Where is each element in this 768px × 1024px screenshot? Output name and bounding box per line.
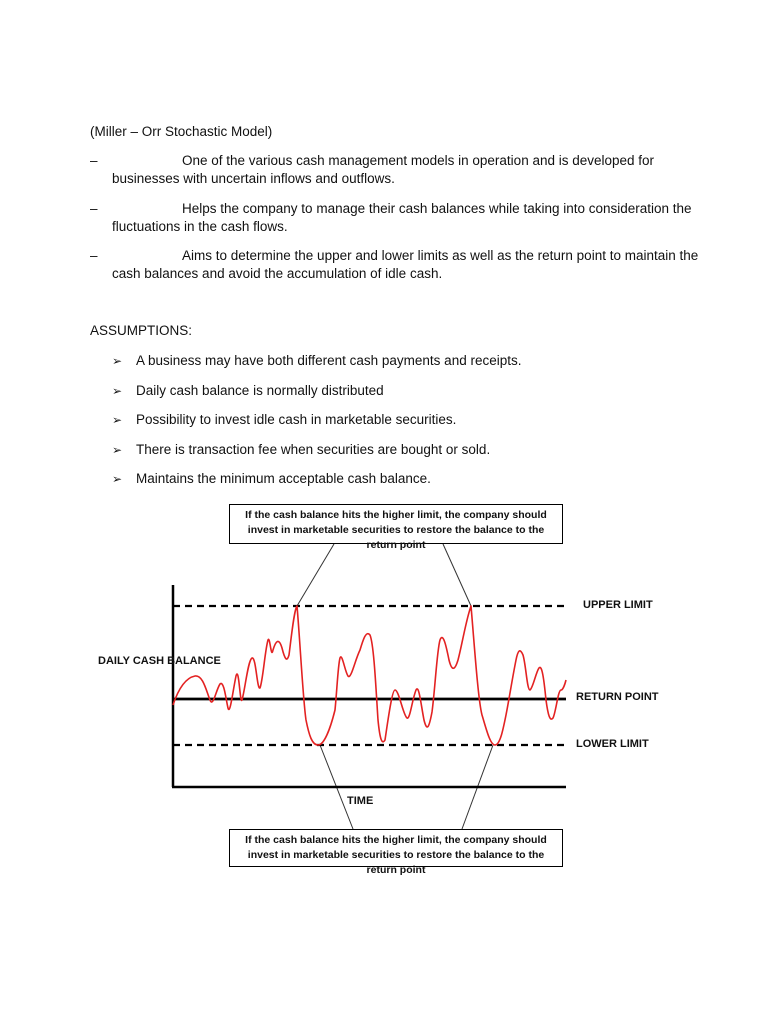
lower-limit-label: LOWER LIMIT (576, 738, 649, 750)
bullet-text-line2: cash balances and avoid the accumulation of idle cash. (112, 266, 443, 281)
cash-balance-line (173, 606, 566, 745)
arrow-bullet-icon: ➢ (112, 383, 123, 398)
assumption-text: Possibility to invest idle cash in marketable securities. (136, 412, 457, 427)
arrow-bullet-icon: ➢ (112, 472, 123, 486)
bullet-text-line1: Helps the company to manage their cash balances while taking into consideration the (182, 201, 692, 216)
bullet-text-line2: businesses with uncertain inflows and outflows. (112, 171, 395, 186)
connector-line (443, 544, 471, 606)
assumption-text: A business may have both different cash payments and receipts. (136, 353, 522, 368)
model-heading: (Miller – Orr Stochastic Model) (90, 124, 273, 139)
bullet-text-line2: fluctuations in the cash flows. (112, 219, 288, 234)
assumption-text: There is transaction fee when securities are bought or sold. (136, 441, 491, 457)
bullet-text-line1: Aims to determine the upper and lower limits as well as the return point to maintain the (182, 248, 699, 263)
assumptions-title: ASSUMPTIONS: (90, 323, 193, 338)
bottom-note-box: If the cash balance hits the higher limit, the company should invest in marketable securities to restore the balance to the return point (229, 829, 563, 867)
dash-marker: – (90, 248, 98, 263)
y-axis-label: DAILY CASH BALANCE (98, 655, 221, 667)
connector-line (297, 544, 334, 606)
arrow-bullet-icon: ➢ (112, 354, 123, 368)
upper-limit-label: UPPER LIMIT (583, 599, 653, 611)
dash-marker: – (90, 153, 98, 168)
assumption-text: Maintains the minimum acceptable cash balance. (136, 471, 431, 486)
arrow-bullet-icon: ➢ (112, 442, 123, 457)
return-point-label: RETURN POINT (576, 691, 659, 703)
top-note-box: If the cash balance hits the higher limit, the company should invest in marketable securities to restore the balance to the return point (229, 504, 563, 544)
assumption-text: Daily cash balance is normally distributed (136, 382, 384, 398)
bullet-text-line1: One of the various cash management models in operation and is developed for (182, 153, 655, 168)
dash-marker: – (90, 201, 98, 216)
arrow-bullet-icon: ➢ (112, 413, 123, 427)
x-axis-label: TIME (347, 795, 374, 807)
